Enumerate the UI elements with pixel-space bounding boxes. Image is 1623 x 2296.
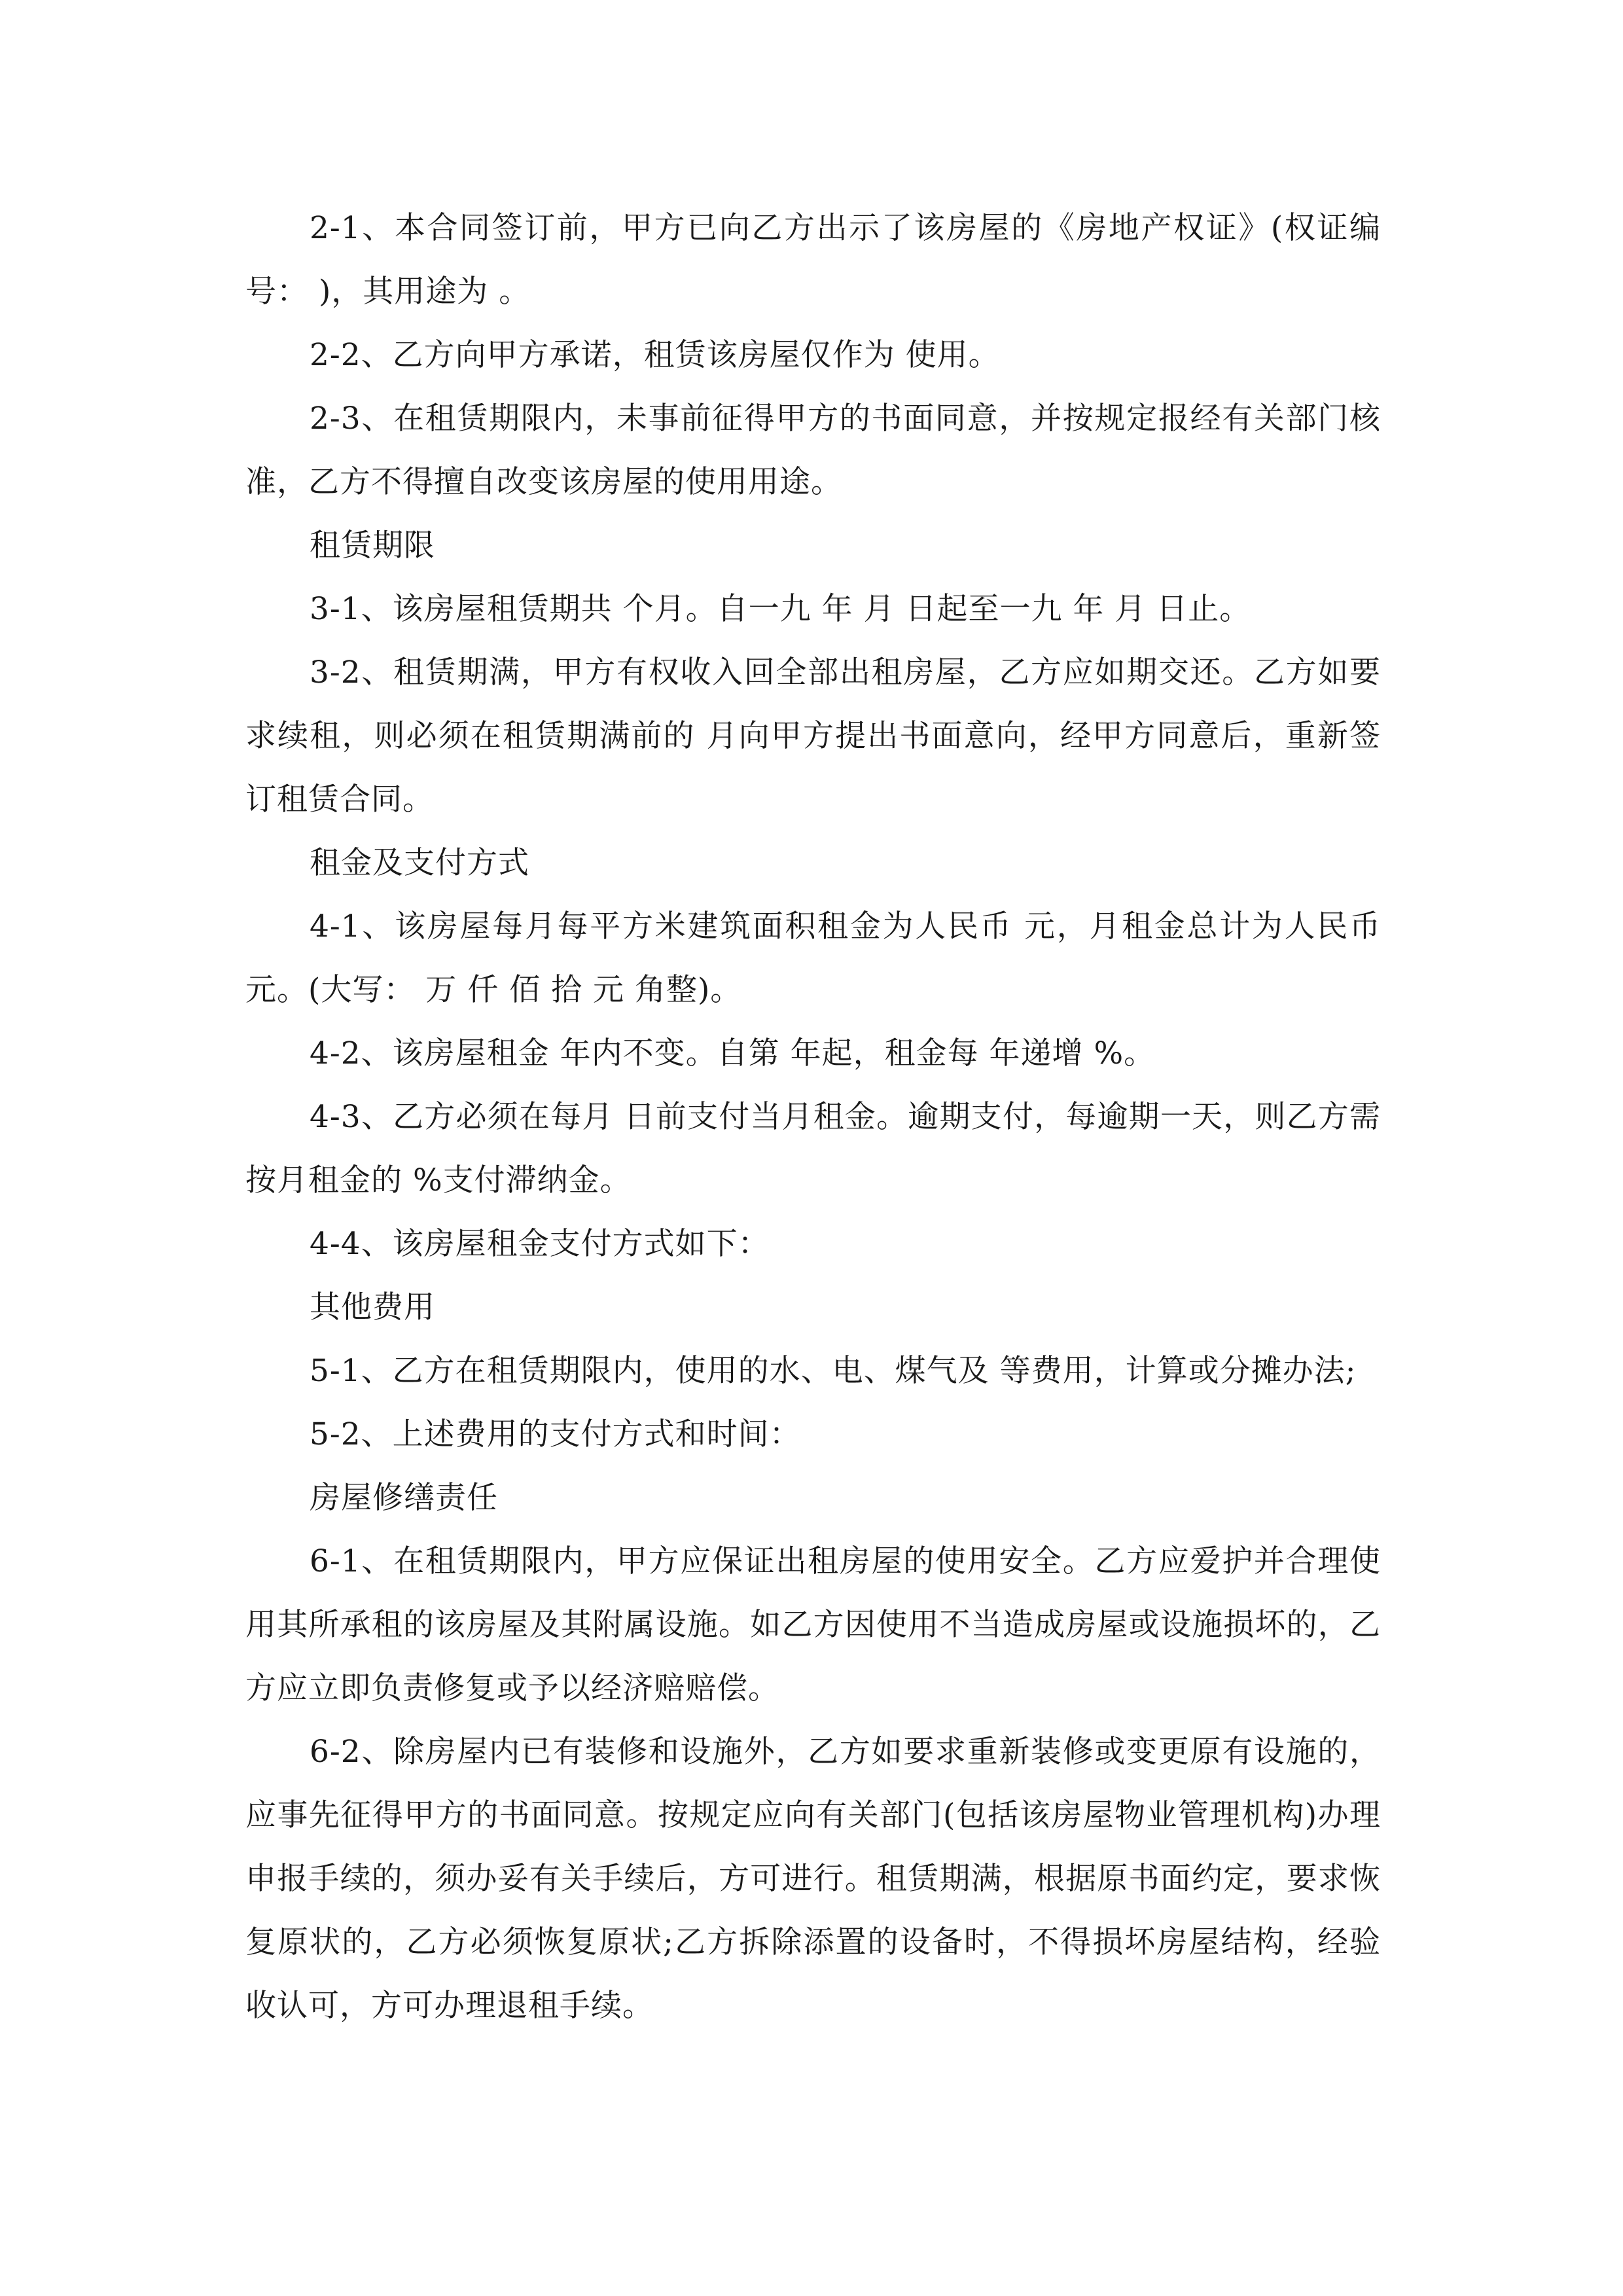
contract-body xyxy=(245,196,1381,2037)
clause-5-1: 5-1、乙方在租赁期限内，使用的水、电、煤气及 等费用，计算或分摊办法; xyxy=(310,1353,1357,1389)
section-heading-lease-term: 租赁期限 xyxy=(310,528,435,564)
clause-4-2: 4-2、该房屋租金 年内不变。自第 年起，租金每 年递增 %。 xyxy=(310,1035,1156,1071)
clause-4-3: 4-3、乙方必须在每月 日前支付当月租金。逾期支付，每逾期一天，则乙方需按月租金的 %支付滞纳金。 xyxy=(245,1099,1381,1198)
clause-5-2: 5-2、上述费用的支付方式和时间： xyxy=(310,1416,801,1452)
clause-2-2: 2-2、乙方向甲方承诺，租赁该房屋仅作为 使用。 xyxy=(310,337,1000,373)
section-heading-rent-payment: 租金及支付方式 xyxy=(310,845,529,881)
clause-4-4: 4-4、该房屋租金支付方式如下： xyxy=(310,1226,770,1262)
clause-2-3: 2-3、在租赁期限内，未事前征得甲方的书面同意，并按规定报经有关部门核准，乙方不得擅自改变该房屋的使用用途。 xyxy=(245,401,1381,500)
clause-3-2: 3-2、租赁期满，甲方有权收入回全部出租房屋，乙方应如期交还。乙方如要求续租，则必须在租赁期满前的 月向甲方提出书面意向，经甲方同意后，重新签订租赁合同。 xyxy=(245,655,1381,817)
clause-2-1: 2-1、本合同签订前，甲方已向乙方出示了该房屋的《房地产权证》(权证编号： )，其用途为 。 xyxy=(245,210,1381,310)
clause-6-1: 6-1、在租赁期限内，甲方应保证出租房屋的使用安全。乙方应爱护并合理使用其所承租的该房屋及其附属设施。如乙方因使用不当造成房屋或设施损坏的，乙方应立即负责修复或予以经济赔赔偿。 xyxy=(245,1543,1381,1706)
clause-3-1: 3-1、该房屋租赁期共 个月。自一九 年 月 日起至一九 年 月 日止。 xyxy=(310,591,1251,627)
section-heading-other-fees: 其他费用 xyxy=(310,1289,435,1325)
clause-6-2: 6-2、除房屋内已有装修和设施外，乙方如要求重新装修或变更原有设施的，应事先征得甲方的书面同意。按规定应向有关部门(包括该房屋物业管理机构)办理申报手续的，须办妥有关手续后，方可进行。租赁期满，根据原书面约定，要求恢复原状的，乙方必须恢复原状;乙方拆除添置的设备时，不得损坏房屋结构，经验收认可，方可办理退租手续。 xyxy=(245,1734,1381,2024)
section-heading-repair: 房屋修缮责任 xyxy=(310,1480,498,1516)
clause-4-1: 4-1、该房屋每月每平方米建筑面积租金为人民币 元，月租金总计为人民币 元。(大写： 万 仟 佰 拾 元 角整)。 xyxy=(245,908,1381,1008)
